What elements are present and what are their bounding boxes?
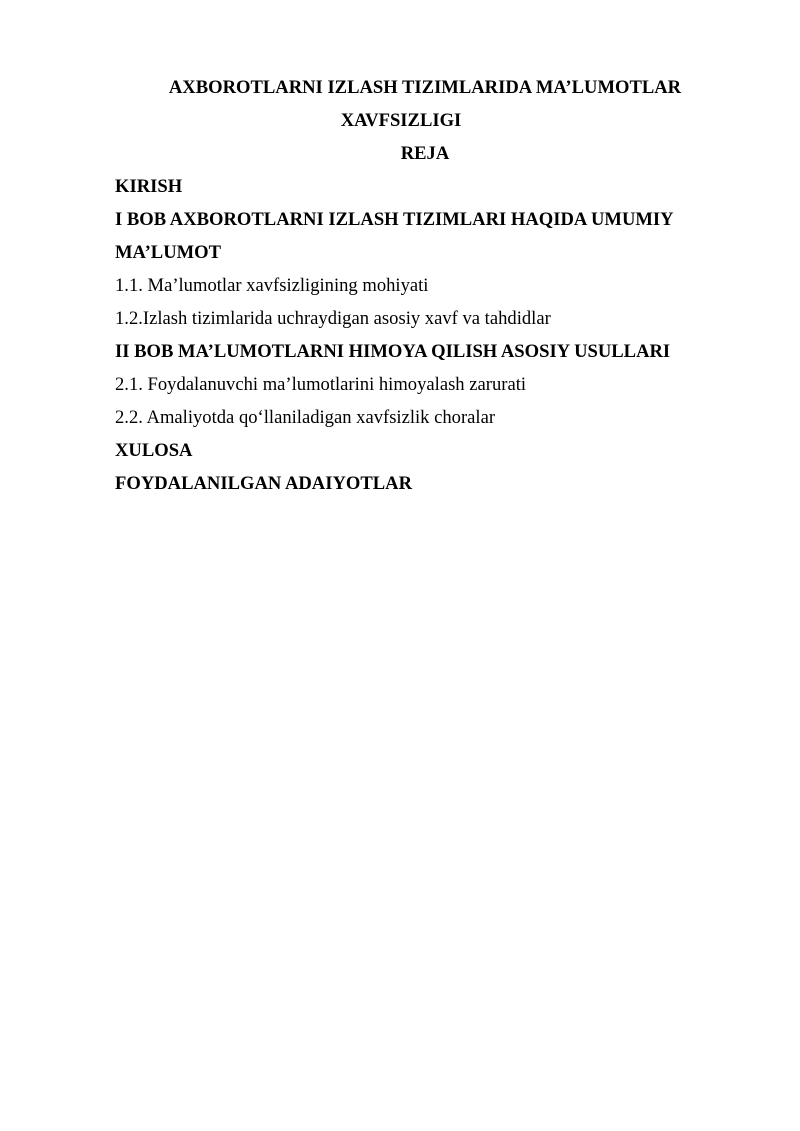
- toc-item-chapter-2: II BOB MA’LUMOTLARNI HIMOYA QILISH ASOSIY USULLARI: [115, 341, 671, 362]
- toc-item-introduction: KIRISH: [115, 176, 183, 197]
- plan-heading: REJA: [400, 143, 450, 164]
- document-content: [115, 71, 687, 500]
- toc-item-section-2-2: 2.2. Amaliyotda qo‘llaniladigan xavfsizlik choralar: [115, 407, 496, 428]
- table-of-contents: [115, 170, 687, 500]
- toc-item-chapter-1: I BOB AXBOROTLARNI IZLASH TIZIMLARI HAQIDA UMUMIY MA’LUMOT: [115, 209, 673, 263]
- toc-item-section-1-1: 1.1. Ma’lumotlar xavfsizligining mohiyati: [115, 275, 429, 296]
- toc-item-section-1-2: 1.2.Izlash tizimlarida uchraydigan asosiy xavf va tahdidlar: [115, 308, 551, 329]
- toc-item-section-2-1: 2.1. Foydalanuvchi ma’lumotlarini himoyalash zarurati: [115, 374, 527, 395]
- toc-item-conclusion: XULOSA: [115, 440, 193, 461]
- document-title: AXBOROTLARNI IZLASH TIZIMLARIDA MA’LUMOTLAR XAVFSIZLIGI: [168, 77, 682, 131]
- toc-item-references: FOYDALANILGAN ADAIYOTLAR: [115, 473, 413, 494]
